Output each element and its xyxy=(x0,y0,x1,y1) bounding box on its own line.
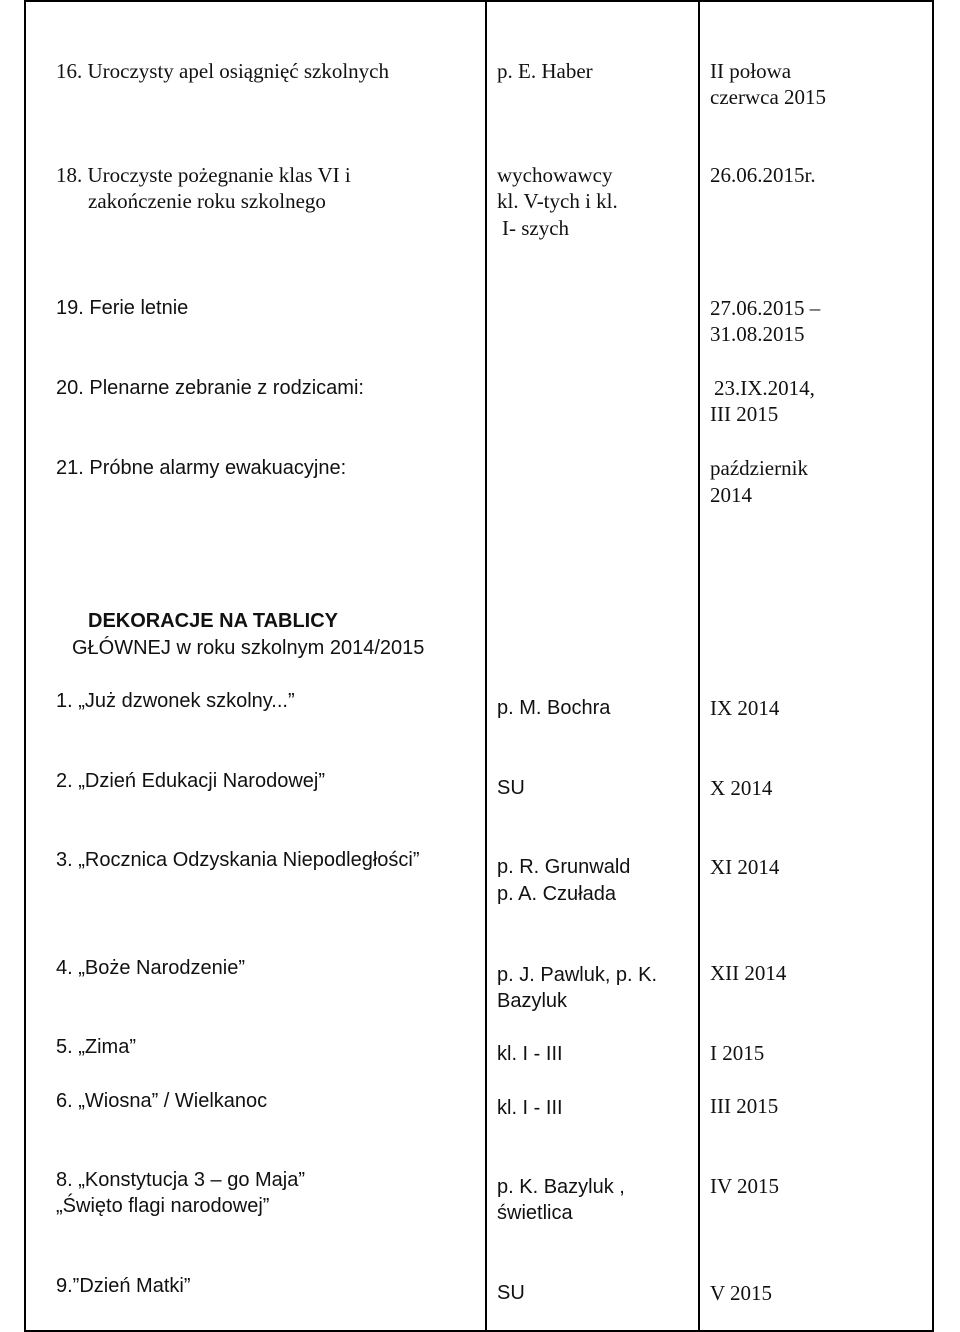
decoration-3-person-line1: p. R. Grunwald xyxy=(497,856,631,878)
date-16-line2: czerwca 2015 xyxy=(710,85,827,109)
decoration-1-person: p. M. Bochra xyxy=(497,697,611,719)
event-20: 20. Plenarne zebranie z rodzicami: xyxy=(56,377,364,399)
decoration-1-date: IX 2014 xyxy=(710,696,780,720)
decoration-5-date: I 2015 xyxy=(710,1041,765,1065)
decoration-4-person-line2: Bazyluk xyxy=(497,990,568,1012)
decoration-1-title: 1. „Już dzwonek szkolny...” xyxy=(56,690,295,712)
person-18-line1: wychowawcy xyxy=(497,163,613,187)
event-21: 21. Próbne alarmy ewakuacyjne: xyxy=(56,457,347,479)
decoration-8-date: IV 2015 xyxy=(710,1174,780,1198)
decoration-9-person: SU xyxy=(497,1282,525,1304)
event-19: 19. Ferie letnie xyxy=(56,297,189,319)
table-border-left xyxy=(24,0,26,1332)
section-title-line1: DEKORACJE NA TABLICY xyxy=(88,610,339,632)
section-title-line2: GŁÓWNEJ w roku szkolnym 2014/2015 xyxy=(72,637,425,659)
table-border-top xyxy=(24,0,934,2)
decoration-8-title-line1: 8. „Konstytucja 3 – go Maja” xyxy=(56,1169,306,1191)
decoration-6-date: III 2015 xyxy=(710,1094,779,1118)
decoration-4-date: XII 2014 xyxy=(710,961,787,985)
date-20-line2: III 2015 xyxy=(710,402,779,426)
decoration-2-person: SU xyxy=(497,777,525,799)
column-divider-2 xyxy=(698,0,700,1332)
decoration-2-title: 2. „Dzień Edukacji Narodowej” xyxy=(56,770,326,792)
decoration-8-title-line2: „Święto flagi narodowej” xyxy=(56,1195,270,1217)
date-21-line1: październik xyxy=(710,456,808,480)
date-20-line1: 23.IX.2014, xyxy=(714,376,815,400)
decoration-6-title: 6. „Wiosna” / Wielkanoc xyxy=(56,1090,268,1112)
decoration-8-person-line1: p. K. Bazyluk , xyxy=(497,1176,625,1198)
date-19-line1: 27.06.2015 – xyxy=(710,296,821,320)
decoration-4-person-line1: p. J. Pawluk, p. K. xyxy=(497,964,658,986)
event-18-line1: 18. Uroczyste pożegnanie klas VI i xyxy=(56,163,351,187)
decoration-4-title: 4. „Boże Narodzenie” xyxy=(56,957,245,979)
event-18-line2: zakończenie roku szkolnego xyxy=(88,189,326,213)
person-16: p. E. Haber xyxy=(497,59,593,83)
person-18-line3: I- szych xyxy=(502,216,570,240)
decoration-9-date: V 2015 xyxy=(710,1281,773,1305)
table-border-right xyxy=(932,0,934,1332)
decoration-2-date: X 2014 xyxy=(710,776,773,800)
date-16-line1: II połowa xyxy=(710,59,792,83)
column-divider-1 xyxy=(485,0,487,1332)
decoration-3-date: XI 2014 xyxy=(710,855,780,879)
decoration-5-person: kl. I - III xyxy=(497,1043,563,1065)
decoration-3-person-line2: p. A. Czułada xyxy=(497,883,616,905)
decoration-6-person: kl. I - III xyxy=(497,1097,563,1119)
event-16: 16. Uroczysty apel osiągnięć szkolnych xyxy=(56,59,389,83)
decoration-3-title: 3. „Rocznica Odzyskania Niepodległości” xyxy=(56,849,420,871)
decoration-8-person-line2: świetlica xyxy=(497,1202,573,1224)
decoration-9-title: 9.”Dzień Matki” xyxy=(56,1275,191,1297)
date-21-line2: 2014 xyxy=(710,483,752,507)
date-19-line2: 31.08.2015 xyxy=(710,322,805,346)
decoration-5-title: 5. „Zima” xyxy=(56,1036,136,1058)
person-18-line2: kl. V-tych i kl. xyxy=(497,189,618,213)
date-18: 26.06.2015r. xyxy=(710,163,816,187)
